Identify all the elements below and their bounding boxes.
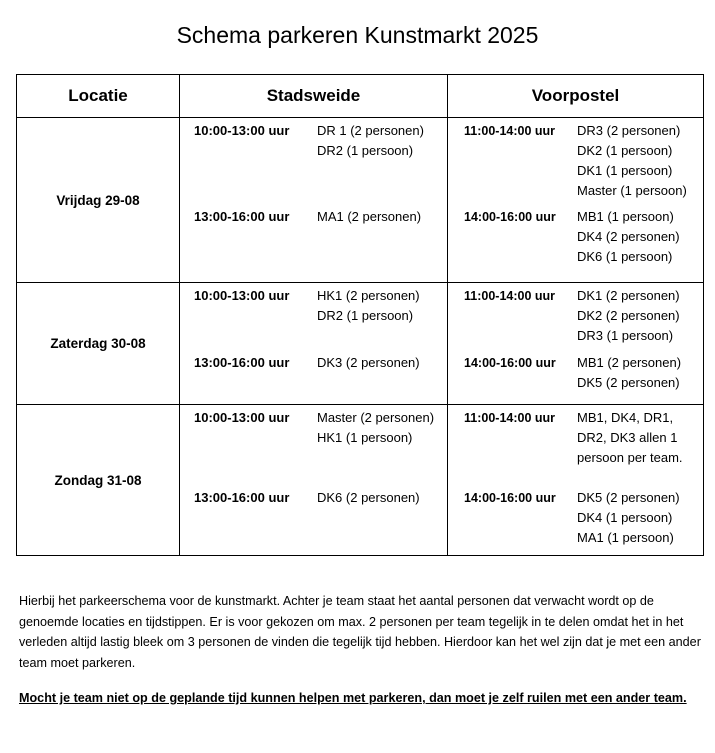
team-entry: DK1 (1 persoon) [577,163,673,178]
slot-time: 11:00-14:00 uur [464,289,556,303]
voorpostel-cell [448,405,704,556]
slot-time: 11:00-14:00 uur [464,411,556,425]
team-entry: Master (1 persoon) [577,183,687,198]
time-slot [180,207,447,227]
table-row [17,118,704,283]
team-entry: DR 1 (2 personen) [317,123,424,138]
slot-time: 10:00-13:00 uur [194,123,290,138]
info-paragraph: Hierbij het parkeerschema voor de kunstmarkt. Achter je team staat het aantal personen dat verwacht wordt op de genoemde locaties en tijdstippen. Er is voor gekozen om max. 2 personen per team tegelijk in te delen omdat het in het verleden altijd lastig bleek om 3 personen de vinden die tegelijk tijd hebben. Hierdoor kan het wel zijn dat je met een ander team moet parkeren. [19,594,701,670]
slot-time: 10:00-13:00 uur [194,410,290,425]
team-entry: DR3 (1 persoon) [577,328,674,343]
team-entry: DK4 (1 persoon) [577,510,673,525]
team-entry: Master (2 personen) [317,410,435,425]
day-label: Vrijdag 29-08 [17,118,180,283]
time-slot [180,286,447,353]
team-entry: DK6 (1 persoon) [577,249,673,264]
team-entry: DR3 (2 personen) [577,123,681,138]
team-entry: DK1 (2 personen) [577,288,680,303]
time-slot [448,353,703,393]
time-slot [180,488,447,508]
header-row [17,75,704,118]
parking-schedule-table [16,74,704,556]
team-entry: DK5 (2 personen) [577,375,680,390]
team-entry: DK5 (2 personen) [577,490,680,505]
team-entry: MB1, DK4, DR1, [577,410,674,425]
team-entry: MB1 (1 persoon) [577,209,674,224]
header-stadsweide: Stadsweide [180,75,448,118]
team-entry: MA1 (1 persoon) [577,530,674,545]
day-label: Zaterdag 30-08 [17,283,180,405]
header-locatie: Locatie [17,75,180,118]
team-entry: HK1 (1 persoon) [317,430,413,445]
time-slot [448,488,703,548]
time-slot [180,121,447,207]
team-entry: persoon per team. [577,450,683,465]
time-slot [180,408,447,488]
team-entry: DK2 (2 personen) [577,308,680,323]
slot-time: 13:00-16:00 uur [194,355,290,370]
slot-time: 14:00-16:00 uur [464,491,556,505]
team-entry: DK3 (2 personen) [317,355,420,370]
slot-time: 14:00-16:00 uur [464,210,556,224]
time-slot [448,286,703,353]
voorpostel-cell [448,118,704,283]
team-entry: DK2 (1 persoon) [577,143,673,158]
team-entry: MB1 (2 personen) [577,355,682,370]
time-slot [180,353,447,373]
stadsweide-cell [180,118,448,283]
team-entry: DR2 (1 persoon) [317,143,414,158]
team-entry: DR2, DK3 allen 1 [577,430,678,445]
slot-time: 13:00-16:00 uur [194,209,290,224]
team-entry: MA1 (2 personen) [317,209,422,224]
table-row [17,283,704,405]
header-voorpostel: Voorpostel [448,75,704,118]
team-entry: HK1 (2 personen) [317,288,420,303]
page-title: Schema parkeren Kunstmarkt 2025 [176,22,539,48]
slot-time: 11:00-14:00 uur [464,124,556,138]
team-entry: DK4 (2 personen) [577,229,680,244]
stadsweide-cell [180,405,448,556]
slot-time: 13:00-16:00 uur [194,490,290,505]
table-row [17,405,704,556]
time-slot [448,207,703,267]
swap-instruction: Mocht je team niet op de geplande tijd kunnen helpen met parkeren, dan moet je zelf ruilen met een ander team. [19,691,687,705]
team-entry: DR2 (1 persoon) [317,308,414,323]
day-label: Zondag 31-08 [17,405,180,556]
time-slot [448,121,703,207]
slot-time: 14:00-16:00 uur [464,356,556,370]
slot-time: 10:00-13:00 uur [194,288,290,303]
time-slot [448,408,703,488]
stadsweide-cell [180,283,448,405]
team-entry: DK6 (2 personen) [317,490,420,505]
voorpostel-cell [448,283,704,405]
